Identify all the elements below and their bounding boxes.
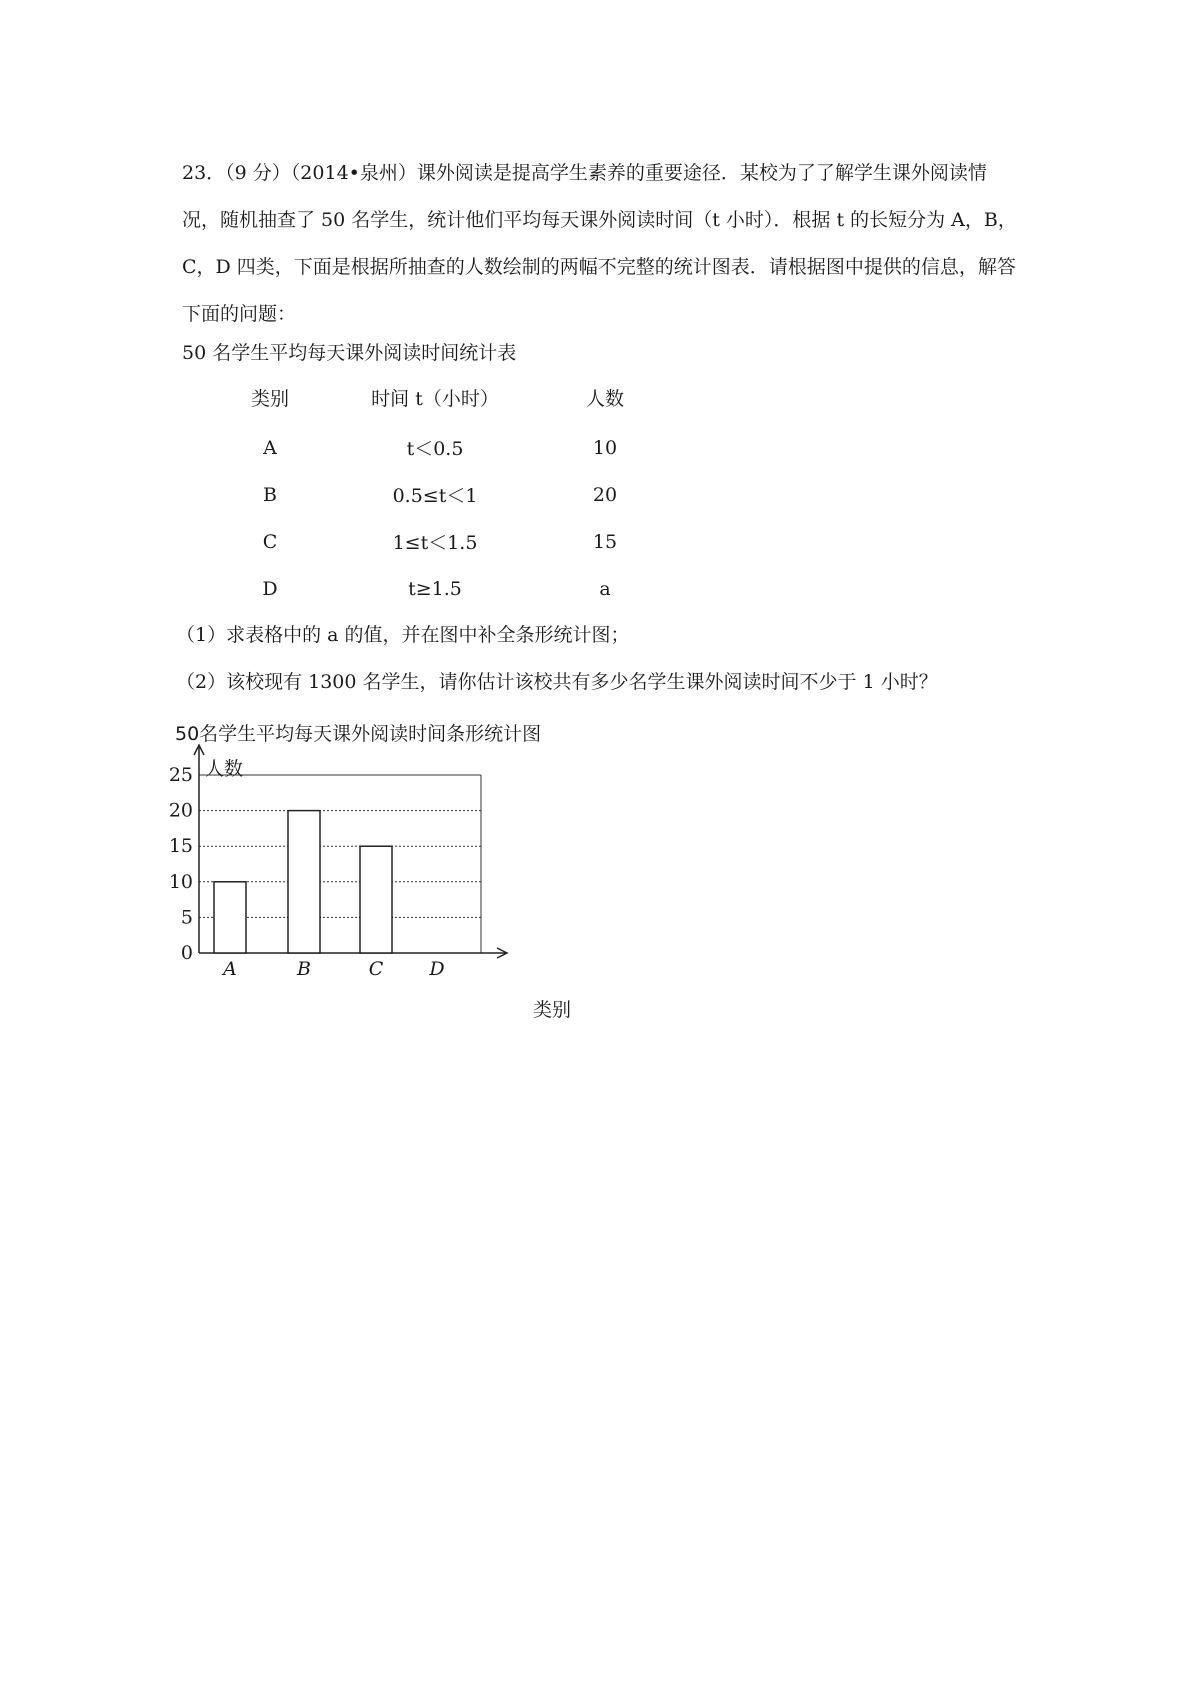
y-tick-label: 25 (168, 764, 193, 786)
y-tick-label: 5 (180, 906, 193, 929)
table-row (225, 471, 655, 518)
x-tick-label: D (429, 958, 445, 980)
bar-chart (168, 718, 595, 1028)
table-row (225, 565, 655, 612)
cell-category: D (262, 577, 278, 600)
cell-count: a (599, 577, 611, 600)
chart-title: 50名学生平均每天课外阅读时间条形统计图 (175, 723, 542, 745)
y-tick-label: 0 (180, 942, 193, 964)
cell-time: t＜0.5 (406, 438, 464, 460)
cell-count: 20 (592, 483, 618, 506)
x-tick-label: C (368, 958, 384, 980)
x-tick-label: A (223, 958, 237, 980)
bar-a (214, 882, 246, 953)
header-category: 类别 (250, 388, 289, 410)
header-time: 时间 t（小时） (371, 388, 499, 410)
question-1: （1）求表格中的 a 的值，并在图中补全条形统计图； (176, 624, 630, 646)
plot-area (169, 745, 507, 980)
cell-category: A (263, 436, 277, 459)
bar-c (360, 846, 392, 953)
y-axis-label: 人数 (205, 758, 244, 780)
y-tick-label: 20 (168, 799, 193, 822)
y-tick-label: 15 (168, 835, 193, 858)
x-axis-label: 类别 (533, 999, 572, 1021)
table-row (225, 424, 655, 471)
table-row (225, 518, 655, 565)
x-tick-label: B (297, 958, 311, 980)
cell-count: 10 (592, 436, 618, 459)
table-title: 50 名学生平均每天课外阅读时间统计表 (182, 342, 517, 364)
reading-time-table (225, 384, 655, 612)
cell-category: B (263, 483, 277, 506)
y-tick-label: 10 (168, 870, 193, 893)
cell-category: C (262, 530, 278, 553)
cell-time: t≥1.5 (408, 577, 462, 600)
table-header-row (225, 384, 655, 424)
header-count: 人数 (585, 388, 624, 410)
question-2: （2）该校现有 1300 名学生，请你估计该校共有多少名学生课外阅读时间不少于 1 小时？ (176, 671, 938, 693)
problem-statement: 23．（9 分）（2014•泉州）课外阅读是提高学生素养的重要途径．某校为了了解学生课外阅读情况，随机抽查了 50 名学生，统计他们平均每天课外阅读时间（t 小时）．根据 t 的长短分为 A，B，C，D 四类，下面是根据所抽查的人数绘制的两幅不完整的统计图表．请根据图中提供的信息，解答下面的问题： (182, 162, 1017, 325)
bar-b (288, 811, 320, 953)
cell-count: 15 (592, 530, 618, 553)
cell-time: 1≤t＜1.5 (392, 532, 478, 554)
cell-time: 0.5≤t＜1 (392, 485, 478, 507)
